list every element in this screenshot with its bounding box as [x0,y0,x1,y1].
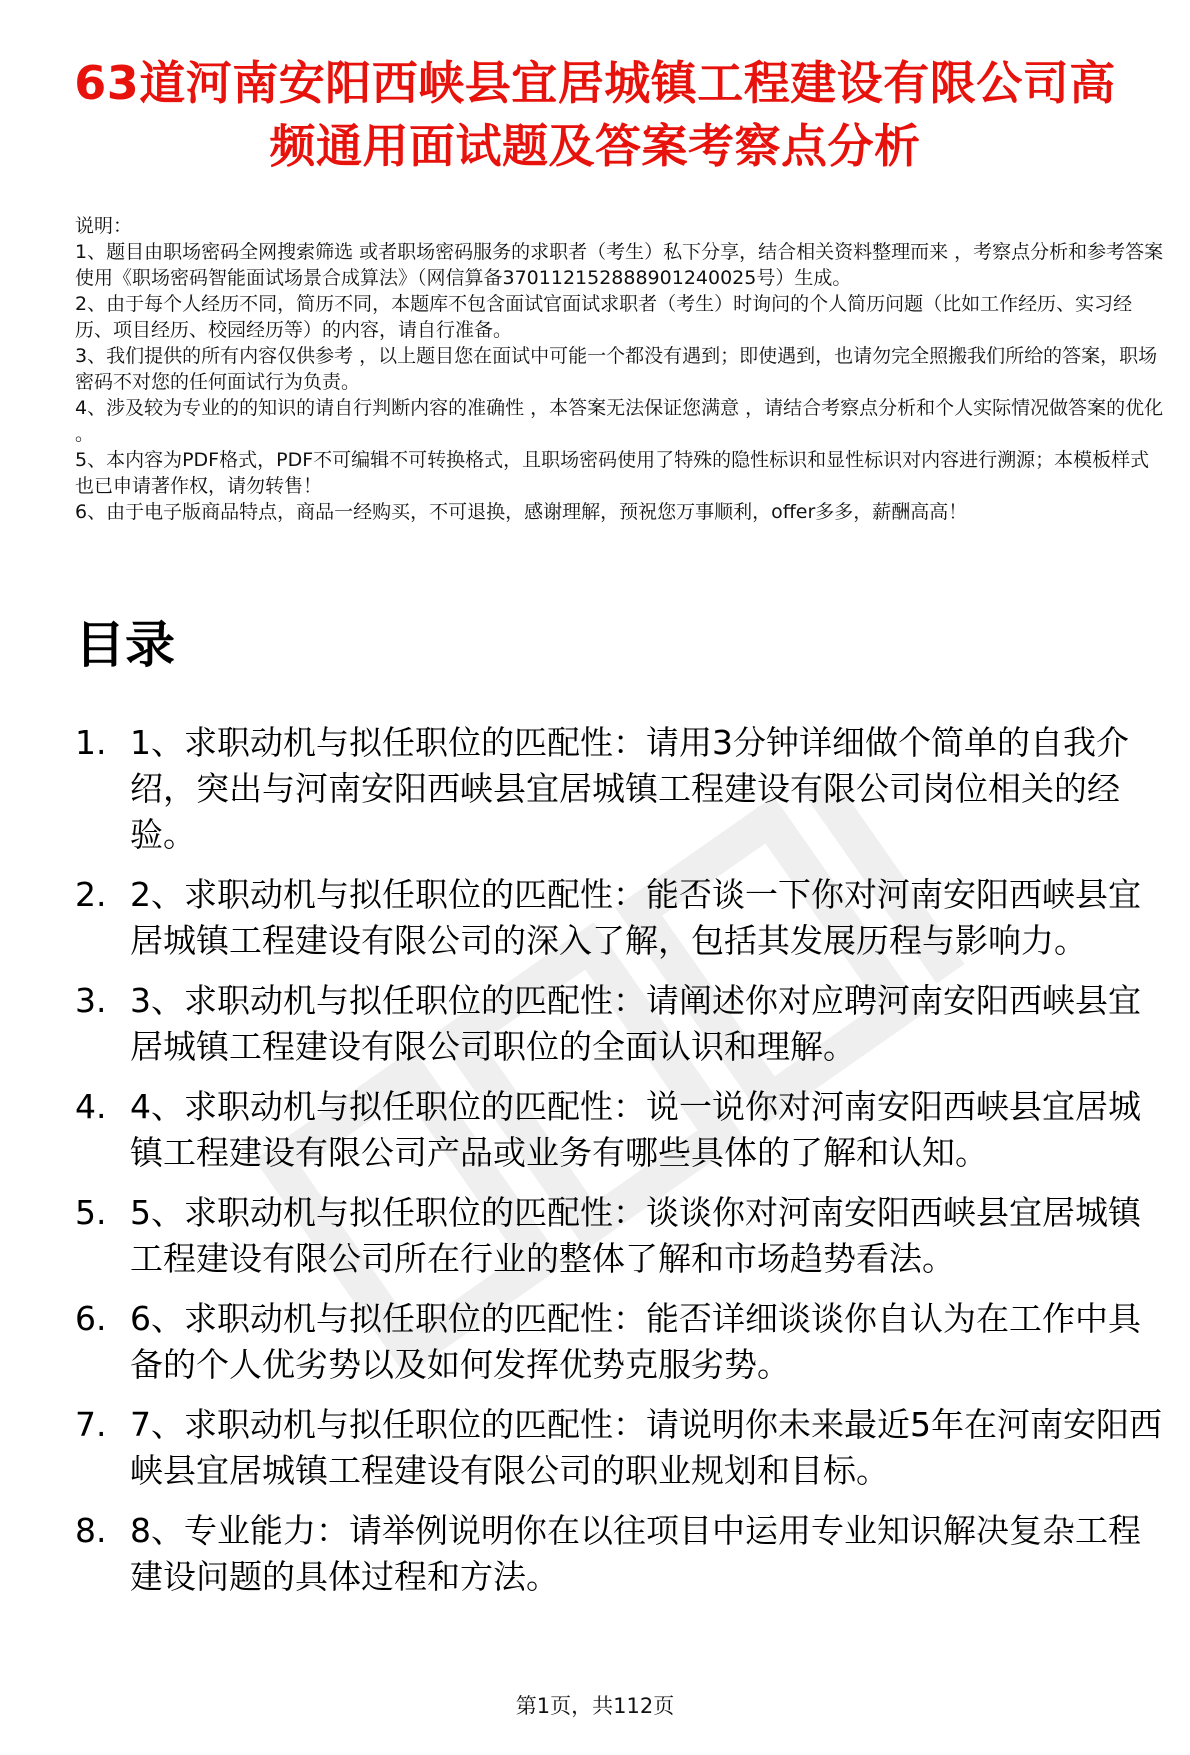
toc-item[interactable] [75,872,1165,964]
document-title: 63道河南安阳西峡县宜居城镇工程建设有限公司高频通用面试题及答案考察点分析 [74,56,1116,173]
toc-item[interactable] [75,1190,1165,1282]
toc-item-number: 4. [75,1087,107,1126]
notes-heading: 说明： [75,215,133,237]
toc-item[interactable] [75,1084,1165,1176]
toc-item-number: 2. [75,875,107,914]
note-item: 5、本内容为PDF格式，PDF不可编辑不可转换格式，且职场密码使用了特殊的隐性标识和显性标识对内容进行溯源；本模板样式也已申请著作权，请勿转售！ [75,449,1150,497]
toc-item-number: 6. [75,1299,107,1338]
toc-item-text: 4、求职动机与拟任职位的匹配性：说一说你对河南安阳西峡县宜居城镇工程建设有限公司产品或业务有哪些具体的了解和认知。 [130,1087,1141,1172]
note-item: 4、涉及较为专业的的知识的请自行判断内容的准确性 ，本答案无法保证您满意 ，请结合考察点分析和个人实际情况做答案的优化 。 [75,397,1164,445]
toc-item-text: 2、求职动机与拟任职位的匹配性：能否谈一下你对河南安阳西峡县宜居城镇工程建设有限公司的深入了解，包括其发展历程与影响力。 [130,875,1141,960]
notes-section [75,213,1165,525]
toc-item-text: 3、求职动机与拟任职位的匹配性：请阐述你对应聘河南安阳西峡县宜居城镇工程建设有限公司职位的全面认识和理解。 [130,981,1141,1066]
toc-item-text: 8、专业能力：请举例说明你在以往项目中运用专业知识解决复杂工程建设问题的具体过程和方法。 [130,1511,1141,1596]
toc-item[interactable] [75,720,1165,858]
toc-item[interactable] [75,978,1165,1070]
toc-item-number: 8. [75,1511,107,1550]
page-footer: 第1页，共112页 [515,1694,675,1718]
toc-item-number: 5. [75,1193,107,1232]
toc-item-text: 1、求职动机与拟任职位的匹配性：请用3分钟详细做个简单的自我介绍，突出与河南安阳西峡县宜居城镇工程建设有限公司岗位相关的经验。 [130,723,1129,854]
toc-item-number: 3. [75,981,107,1020]
toc-item-text: 5、求职动机与拟任职位的匹配性：谈谈你对河南安阳西峡县宜居城镇工程建设有限公司所在行业的整体了解和市场趋势看法。 [130,1193,1141,1278]
toc-heading: 目录 [75,616,175,674]
table-of-contents [75,720,1165,1614]
toc-item-number: 1. [75,723,107,762]
toc-item[interactable] [75,1508,1165,1600]
note-item: 2、由于每个人经历不同，简历不同，本题库不包含面试官面试求职者（考生）时询问的个人简历问题（比如工作经历、实习经历、项目经历、校园经历等）的内容，请自行准备。 [75,293,1133,341]
toc-item[interactable] [75,1402,1165,1494]
note-item: 6、由于电子版商品特点，商品一经购买，不可退换，感谢理解，预祝您万事顺利，offer多多，薪酬高高！ [75,501,968,523]
toc-item-text: 6、求职动机与拟任职位的匹配性：能否详细谈谈你自认为在工作中具备的个人优劣势以及如何发挥优势克服劣势。 [130,1299,1141,1384]
toc-item[interactable] [75,1296,1165,1388]
note-item: 3、我们提供的所有内容仅供参考 ，以上题目您在面试中可能一个都没有遇到；即使遇到，也请勿完全照搬我们所给的答案，职场密码不对您的任何面试行为负责。 [75,345,1158,393]
toc-item-number: 7. [75,1405,107,1444]
toc-item-text: 7、求职动机与拟任职位的匹配性：请说明你未来最近5年在河南安阳西峡县宜居城镇工程建设有限公司的职业规划和目标。 [130,1405,1162,1490]
note-item: 1、题目由职场密码全网搜索筛选 或者职场密码服务的求职者（考生）私下分享，结合相关资料整理而来 ，考察点分析和参考答案使用《职场密码智能面试场景合成算法》（网信算备370112152888901240025号）生成。 [75,241,1164,289]
